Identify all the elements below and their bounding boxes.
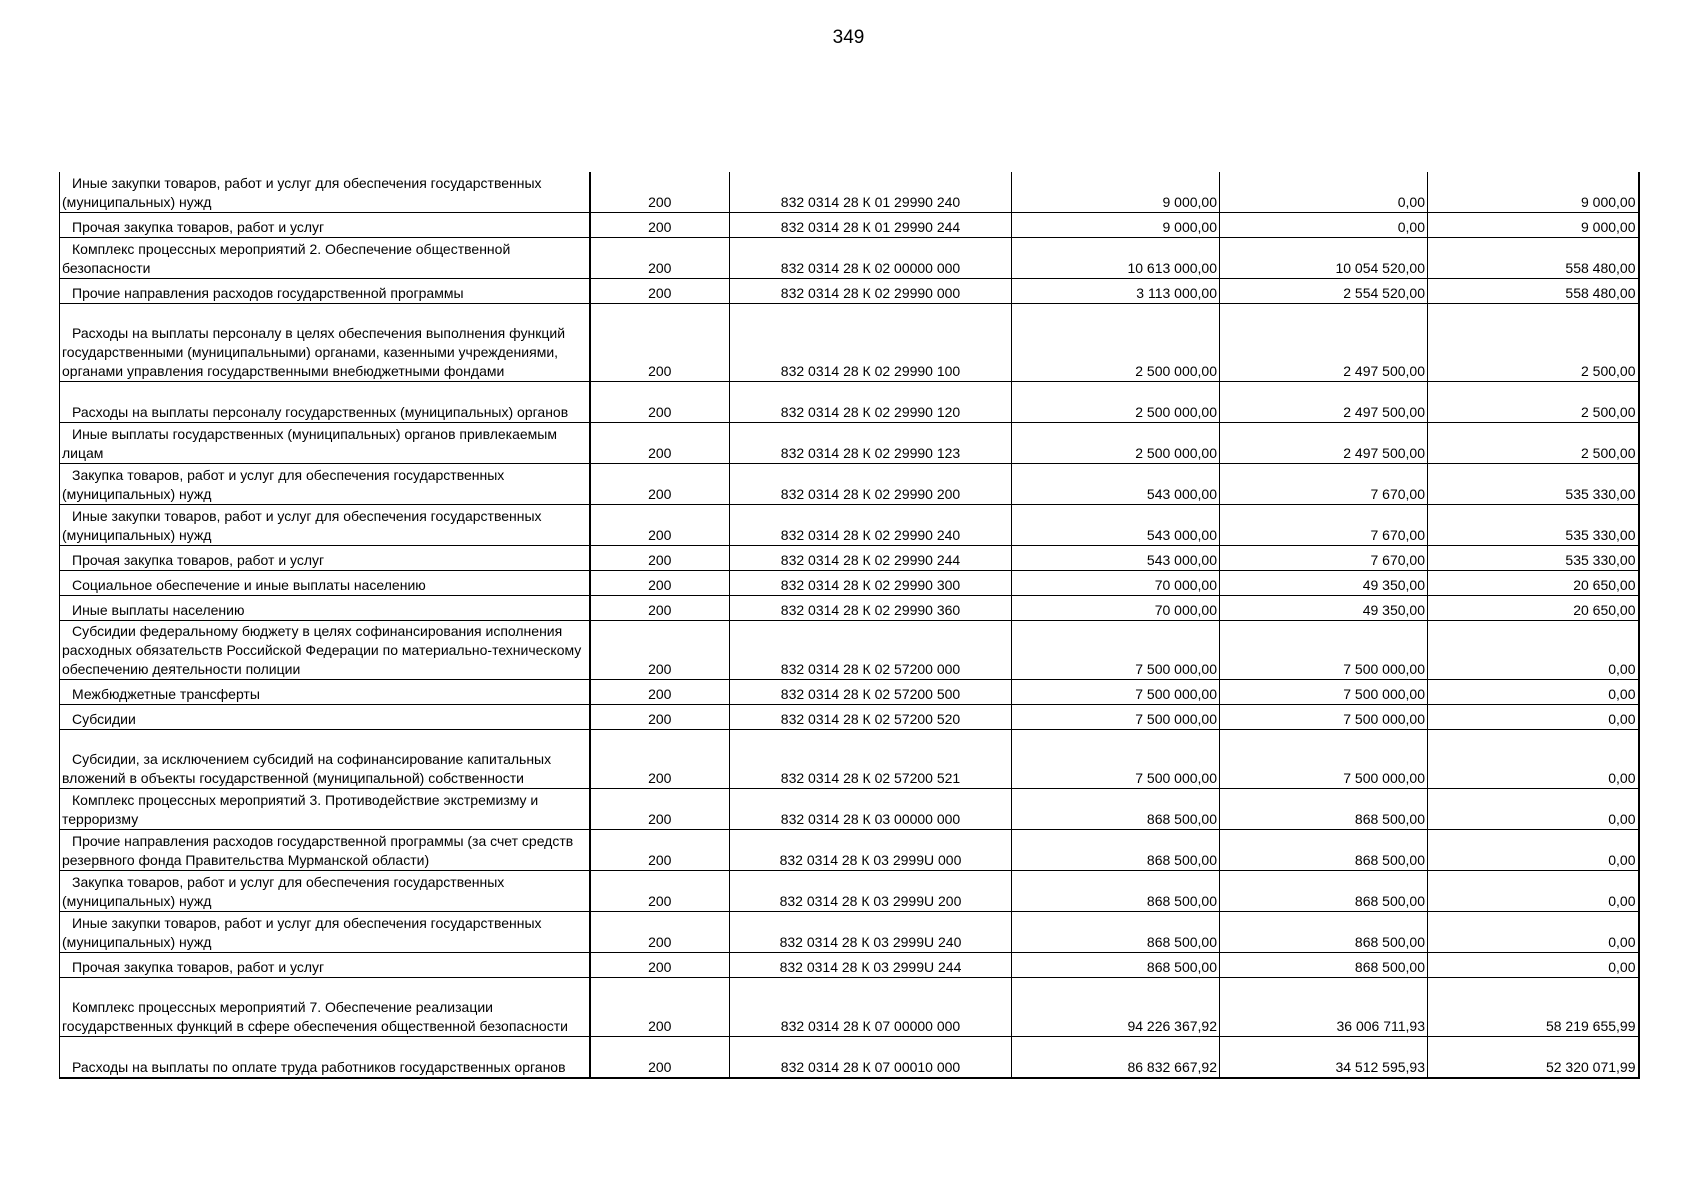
item-executed: 7 500 000,00 xyxy=(1220,621,1428,680)
item-kbk: 832 0314 28 К 02 29990 120 xyxy=(730,382,1012,423)
item-name: Прочая закупка товаров, работ и услуг xyxy=(60,546,590,571)
item-name: Межбюджетные трансферты xyxy=(60,680,590,705)
item-name: Прочая закупка товаров, работ и услуг xyxy=(60,953,590,978)
item-remainder: 535 330,00 xyxy=(1428,546,1639,571)
item-executed: 7 670,00 xyxy=(1220,546,1428,571)
item-name: Субсидии, за исключением субсидий на софинансирование капитальных вложений в объекты государственной (муниципальной) собственности xyxy=(60,730,590,789)
item-code: 200 xyxy=(590,730,730,789)
item-name: Иные выплаты государственных (муниципальных) органов привлекаемым лицам xyxy=(60,423,590,464)
item-approved: 7 500 000,00 xyxy=(1012,680,1220,705)
item-approved: 3 113 000,00 xyxy=(1012,279,1220,304)
item-name: Субсидии федеральному бюджету в целях софинансирования исполнения расходных обязательств Российской Федерации по материально-техническому обеспечению деятельности полиции xyxy=(60,621,590,680)
item-remainder: 0,00 xyxy=(1428,789,1639,830)
item-code: 200 xyxy=(590,238,730,279)
item-code: 200 xyxy=(590,596,730,621)
item-remainder: 0,00 xyxy=(1428,680,1639,705)
item-name: Комплекс процессных мероприятий 2. Обеспечение общественной безопасности xyxy=(60,238,590,279)
item-name: Субсидии xyxy=(60,705,590,730)
item-approved: 2 500 000,00 xyxy=(1012,423,1220,464)
item-name: Социальное обеспечение и иные выплаты населению xyxy=(60,571,590,596)
item-code: 200 xyxy=(590,871,730,912)
table-row xyxy=(60,238,1639,279)
item-approved: 2 500 000,00 xyxy=(1012,382,1220,423)
item-name: Иные выплаты населению xyxy=(60,596,590,621)
item-approved: 7 500 000,00 xyxy=(1012,730,1220,789)
item-code: 200 xyxy=(590,304,730,382)
item-remainder: 0,00 xyxy=(1428,871,1639,912)
item-kbk: 832 0314 28 К 03 2999U 200 xyxy=(730,871,1012,912)
item-name: Закупка товаров, работ и услуг для обеспечения государственных (муниципальных) нужд xyxy=(60,464,590,505)
item-executed: 34 512 595,93 xyxy=(1220,1037,1428,1079)
item-code: 200 xyxy=(590,423,730,464)
item-approved: 868 500,00 xyxy=(1012,830,1220,871)
item-remainder: 20 650,00 xyxy=(1428,596,1639,621)
item-kbk: 832 0314 28 К 02 57200 000 xyxy=(730,621,1012,680)
table-row xyxy=(60,464,1639,505)
table-row xyxy=(60,705,1639,730)
item-name: Комплекс процессных мероприятий 7. Обеспечение реализации государственных функций в сфере обеспечения общественной безопасности xyxy=(60,978,590,1037)
item-kbk: 832 0314 28 К 02 57200 520 xyxy=(730,705,1012,730)
item-remainder: 535 330,00 xyxy=(1428,505,1639,546)
table-row xyxy=(60,789,1639,830)
item-kbk: 832 0314 28 К 07 00010 000 xyxy=(730,1037,1012,1079)
table-row xyxy=(60,382,1639,423)
item-executed: 868 500,00 xyxy=(1220,871,1428,912)
item-executed: 868 500,00 xyxy=(1220,789,1428,830)
item-name: Иные закупки товаров, работ и услуг для обеспечения государственных (муниципальных) нужд xyxy=(60,912,590,953)
table-row xyxy=(60,680,1639,705)
item-code: 200 xyxy=(590,382,730,423)
item-code: 200 xyxy=(590,953,730,978)
item-remainder: 0,00 xyxy=(1428,705,1639,730)
item-approved: 868 500,00 xyxy=(1012,953,1220,978)
item-name: Прочие направления расходов государственной программы xyxy=(60,279,590,304)
item-executed: 7 500 000,00 xyxy=(1220,730,1428,789)
item-kbk: 832 0314 28 К 02 29990 123 xyxy=(730,423,1012,464)
item-remainder: 2 500,00 xyxy=(1428,304,1639,382)
item-remainder: 0,00 xyxy=(1428,730,1639,789)
budget-table xyxy=(59,172,1640,1079)
item-remainder: 52 320 071,99 xyxy=(1428,1037,1639,1079)
item-name: Прочие направления расходов государственной программы (за счет средств резервного фонда Правительства Мурманской области) xyxy=(60,830,590,871)
item-remainder: 0,00 xyxy=(1428,953,1639,978)
item-approved: 543 000,00 xyxy=(1012,546,1220,571)
item-approved: 70 000,00 xyxy=(1012,571,1220,596)
table-row xyxy=(60,596,1639,621)
item-executed: 49 350,00 xyxy=(1220,596,1428,621)
item-kbk: 832 0314 28 К 02 29990 300 xyxy=(730,571,1012,596)
item-kbk: 832 0314 28 К 03 00000 000 xyxy=(730,789,1012,830)
item-code: 200 xyxy=(590,978,730,1037)
item-kbk: 832 0314 28 К 02 29990 240 xyxy=(730,505,1012,546)
item-approved: 868 500,00 xyxy=(1012,871,1220,912)
item-approved: 86 832 667,92 xyxy=(1012,1037,1220,1079)
item-remainder: 9 000,00 xyxy=(1428,213,1639,238)
item-approved: 543 000,00 xyxy=(1012,464,1220,505)
item-approved: 9 000,00 xyxy=(1012,213,1220,238)
item-kbk: 832 0314 28 К 01 29990 240 xyxy=(730,172,1012,213)
item-kbk: 832 0314 28 К 02 00000 000 xyxy=(730,238,1012,279)
item-executed: 36 006 711,93 xyxy=(1220,978,1428,1037)
item-kbk: 832 0314 28 К 01 29990 244 xyxy=(730,213,1012,238)
item-approved: 868 500,00 xyxy=(1012,912,1220,953)
item-executed: 2 497 500,00 xyxy=(1220,304,1428,382)
item-code: 200 xyxy=(590,505,730,546)
item-kbk: 832 0314 28 К 02 57200 500 xyxy=(730,680,1012,705)
item-executed: 0,00 xyxy=(1220,213,1428,238)
item-kbk: 832 0314 28 К 07 00000 000 xyxy=(730,978,1012,1037)
item-approved: 7 500 000,00 xyxy=(1012,705,1220,730)
item-approved: 9 000,00 xyxy=(1012,172,1220,213)
item-approved: 7 500 000,00 xyxy=(1012,621,1220,680)
item-code: 200 xyxy=(590,705,730,730)
budget-table-body xyxy=(60,172,1639,1078)
table-row xyxy=(60,1037,1639,1079)
item-executed: 49 350,00 xyxy=(1220,571,1428,596)
item-code: 200 xyxy=(590,621,730,680)
item-approved: 70 000,00 xyxy=(1012,596,1220,621)
item-kbk: 832 0314 28 К 02 57200 521 xyxy=(730,730,1012,789)
table-row xyxy=(60,912,1639,953)
table-row xyxy=(60,871,1639,912)
table-row xyxy=(60,213,1639,238)
item-executed: 2 497 500,00 xyxy=(1220,382,1428,423)
item-executed: 2 554 520,00 xyxy=(1220,279,1428,304)
item-remainder: 20 650,00 xyxy=(1428,571,1639,596)
item-remainder: 0,00 xyxy=(1428,830,1639,871)
table-row xyxy=(60,621,1639,680)
item-code: 200 xyxy=(590,546,730,571)
item-approved: 10 613 000,00 xyxy=(1012,238,1220,279)
item-code: 200 xyxy=(590,464,730,505)
item-code: 200 xyxy=(590,213,730,238)
item-code: 200 xyxy=(590,830,730,871)
item-kbk: 832 0314 28 К 03 2999U 000 xyxy=(730,830,1012,871)
table-row xyxy=(60,830,1639,871)
item-kbk: 832 0314 28 К 02 29990 100 xyxy=(730,304,1012,382)
item-executed: 0,00 xyxy=(1220,172,1428,213)
item-code: 200 xyxy=(590,912,730,953)
table-row xyxy=(60,304,1639,382)
item-kbk: 832 0314 28 К 02 29990 000 xyxy=(730,279,1012,304)
item-executed: 7 500 000,00 xyxy=(1220,705,1428,730)
item-remainder: 9 000,00 xyxy=(1428,172,1639,213)
item-executed: 7 500 000,00 xyxy=(1220,680,1428,705)
item-remainder: 558 480,00 xyxy=(1428,279,1639,304)
item-executed: 868 500,00 xyxy=(1220,830,1428,871)
item-executed: 2 497 500,00 xyxy=(1220,423,1428,464)
item-kbk: 832 0314 28 К 02 29990 244 xyxy=(730,546,1012,571)
table-row xyxy=(60,571,1639,596)
item-code: 200 xyxy=(590,789,730,830)
item-name: Иные закупки товаров, работ и услуг для обеспечения государственных (муниципальных) нужд xyxy=(60,172,590,213)
item-approved: 868 500,00 xyxy=(1012,789,1220,830)
item-remainder: 0,00 xyxy=(1428,912,1639,953)
item-kbk: 832 0314 28 К 02 29990 200 xyxy=(730,464,1012,505)
item-approved: 2 500 000,00 xyxy=(1012,304,1220,382)
table-row xyxy=(60,505,1639,546)
item-name: Расходы на выплаты персоналу государственных (муниципальных) органов xyxy=(60,382,590,423)
item-remainder: 58 219 655,99 xyxy=(1428,978,1639,1037)
item-name: Расходы на выплаты персоналу в целях обеспечения выполнения функций государственными (муниципальными) органами, казенными учреждениями, органами управления государственными внебюджетными фондами xyxy=(60,304,590,382)
table-row xyxy=(60,978,1639,1037)
table-row xyxy=(60,423,1639,464)
item-code: 200 xyxy=(590,279,730,304)
item-executed: 10 054 520,00 xyxy=(1220,238,1428,279)
table-row xyxy=(60,279,1639,304)
item-approved: 94 226 367,92 xyxy=(1012,978,1220,1037)
item-name: Комплекс процессных мероприятий 3. Противодействие экстремизму и терроризму xyxy=(60,789,590,830)
item-executed: 868 500,00 xyxy=(1220,912,1428,953)
item-code: 200 xyxy=(590,172,730,213)
item-name: Иные закупки товаров, работ и услуг для обеспечения государственных (муниципальных) нужд xyxy=(60,505,590,546)
page-number: 349 xyxy=(832,27,865,48)
item-remainder: 2 500,00 xyxy=(1428,423,1639,464)
item-approved: 543 000,00 xyxy=(1012,505,1220,546)
item-kbk: 832 0314 28 К 02 29990 360 xyxy=(730,596,1012,621)
item-executed: 7 670,00 xyxy=(1220,464,1428,505)
item-code: 200 xyxy=(590,1037,730,1079)
item-kbk: 832 0314 28 К 03 2999U 240 xyxy=(730,912,1012,953)
item-remainder: 0,00 xyxy=(1428,621,1639,680)
item-code: 200 xyxy=(590,680,730,705)
item-name: Расходы на выплаты по оплате труда работников государственных органов xyxy=(60,1037,590,1079)
item-remainder: 535 330,00 xyxy=(1428,464,1639,505)
item-code: 200 xyxy=(590,571,730,596)
item-executed: 7 670,00 xyxy=(1220,505,1428,546)
table-row xyxy=(60,172,1639,213)
item-executed: 868 500,00 xyxy=(1220,953,1428,978)
table-row xyxy=(60,730,1639,789)
table-row xyxy=(60,953,1639,978)
item-remainder: 2 500,00 xyxy=(1428,382,1639,423)
item-name: Прочая закупка товаров, работ и услуг xyxy=(60,213,590,238)
item-kbk: 832 0314 28 К 03 2999U 244 xyxy=(730,953,1012,978)
table-row xyxy=(60,546,1639,571)
item-remainder: 558 480,00 xyxy=(1428,238,1639,279)
item-name: Закупка товаров, работ и услуг для обеспечения государственных (муниципальных) нужд xyxy=(60,871,590,912)
